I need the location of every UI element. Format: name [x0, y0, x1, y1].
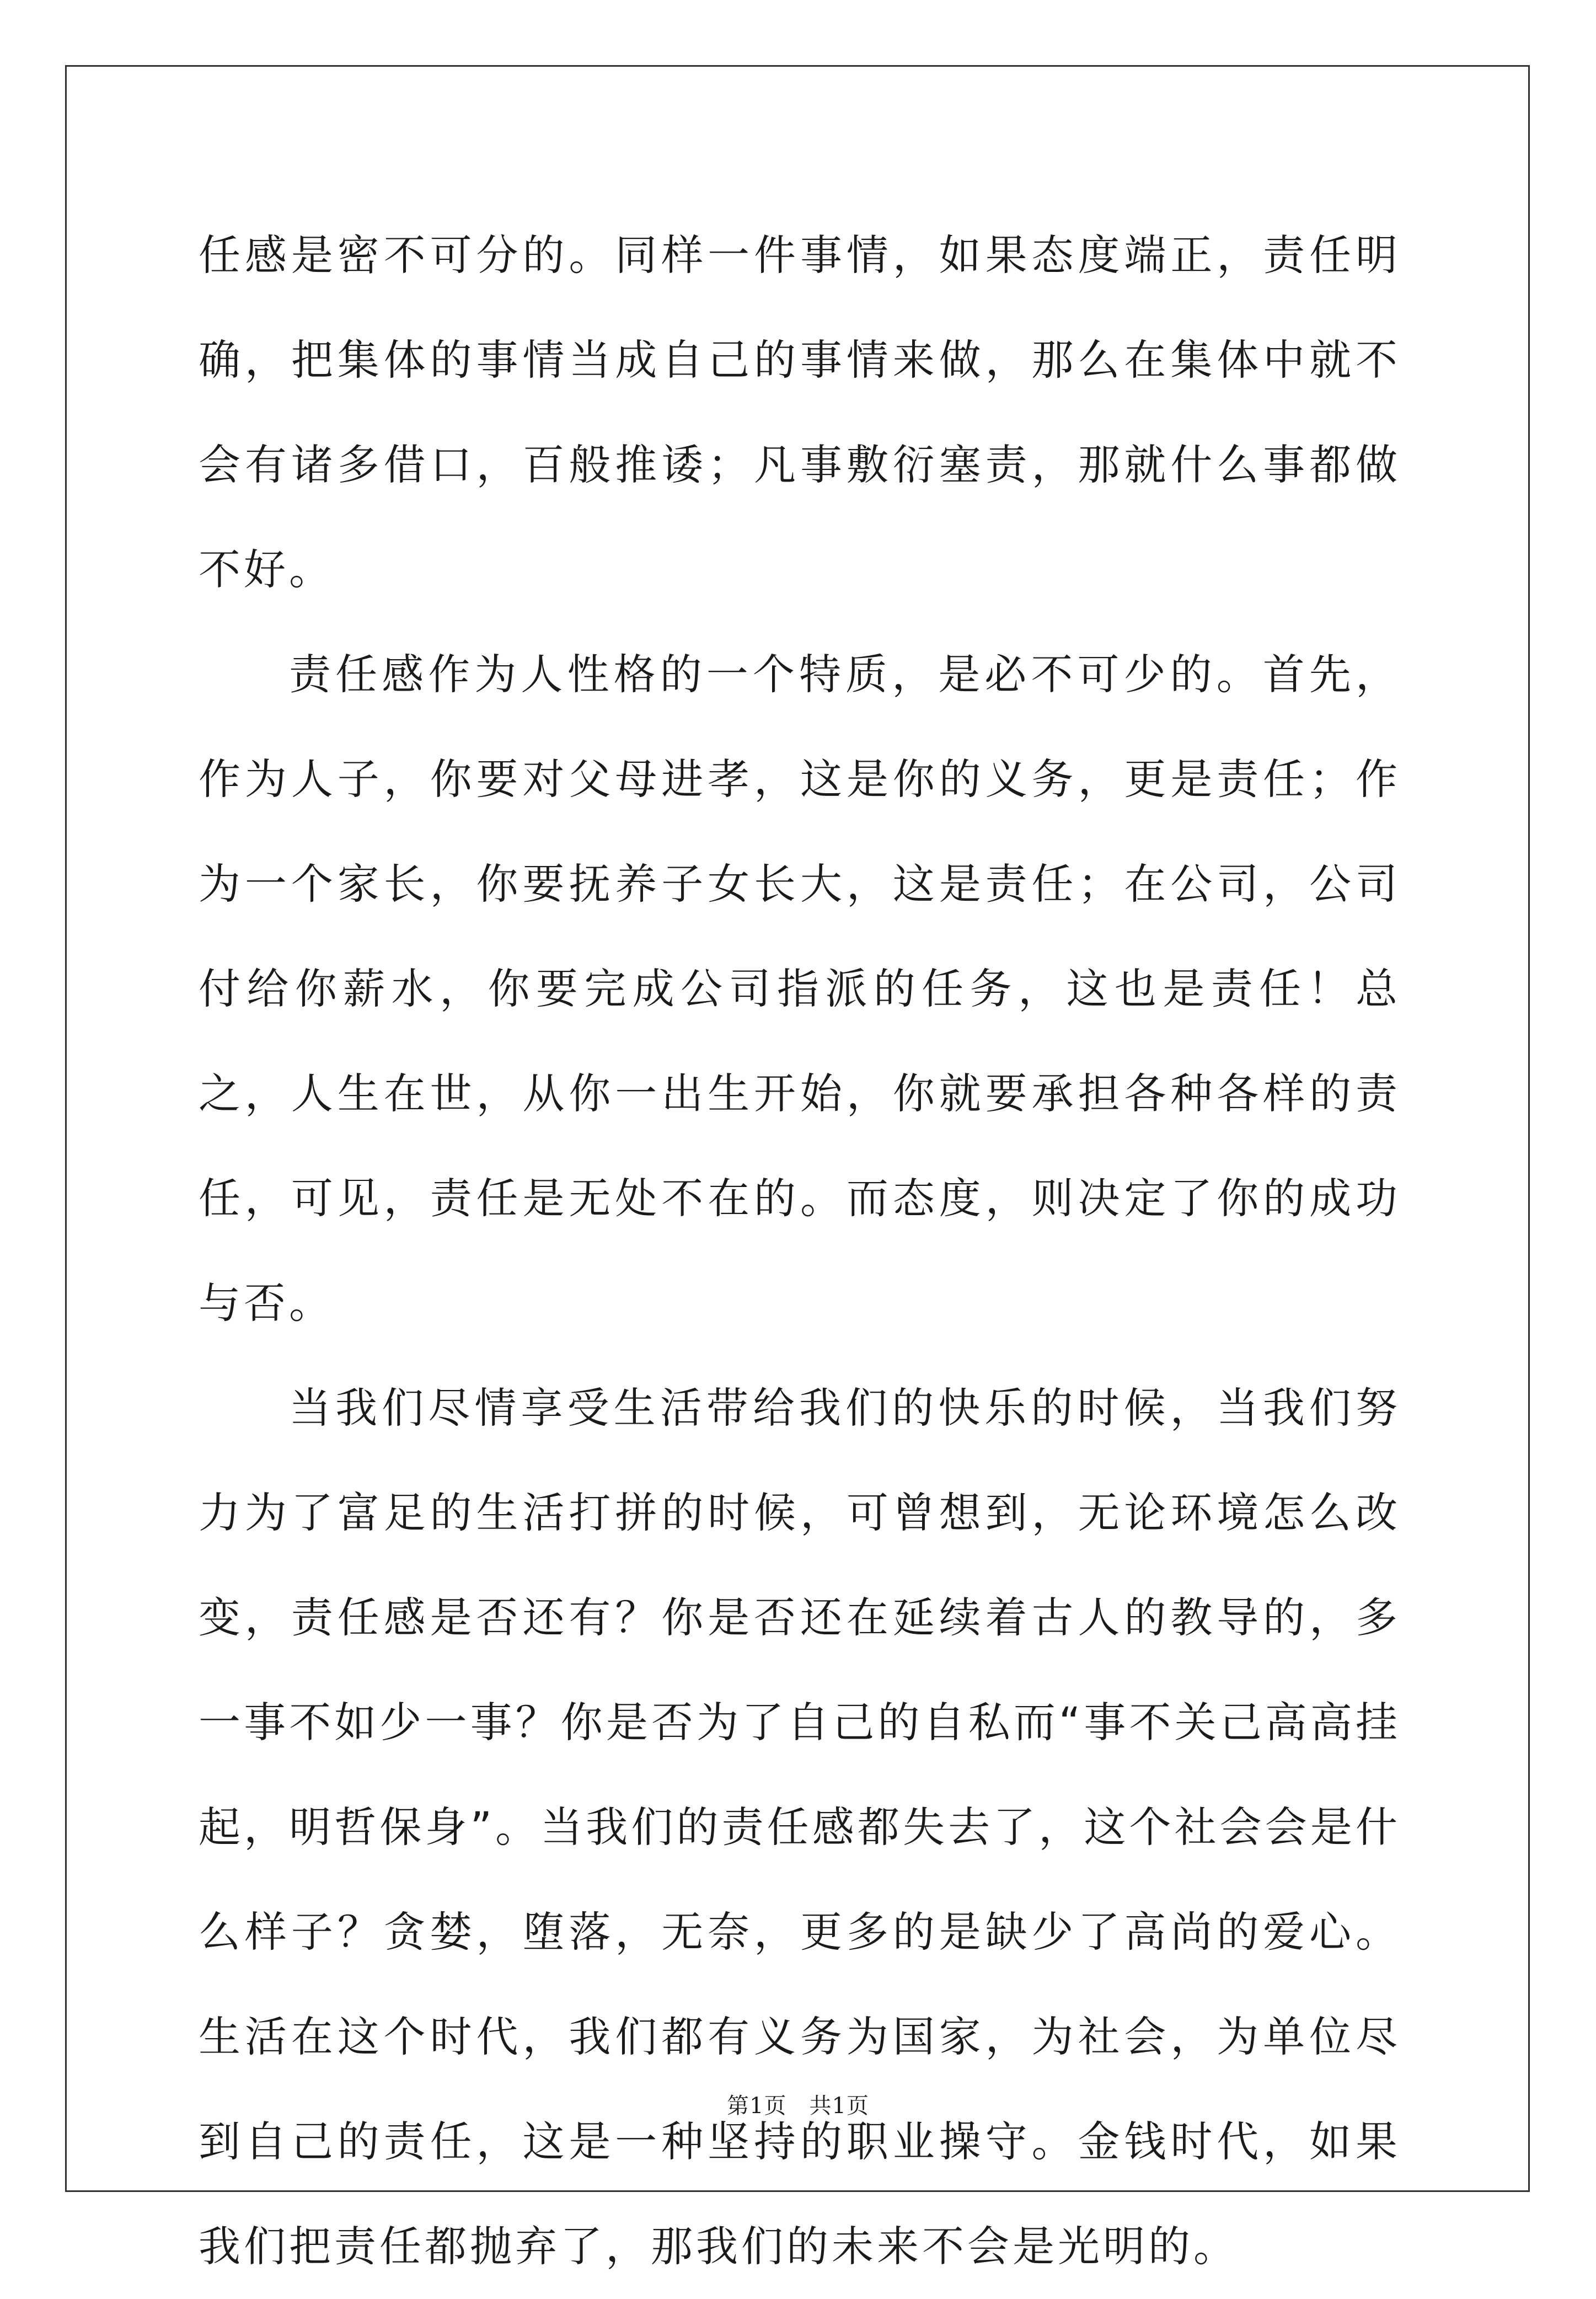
page-number-footer: 第1页 共1页 [727, 2093, 869, 2119]
document-body [199, 203, 1401, 2299]
paragraph-1: 任感是密不可分的。同样一件事情，如果态度端正，责任明确，把集体的事情当成自己的事情来做，那么在集体中就不会有诸多借口，百般推诿；凡事敷衍塞责，那就什么事都做不好。 [199, 231, 1401, 594]
paragraph-3: 当我们尽情享受生活带给我们的快乐的时候，当我们努力为了富足的生活打拼的时候，可曾想到，无论环境怎么改变，责任感是否还有？你是否还在延续着古人的教导的，多一事不如少一事？你是否为了自己的自私而“事不关己高高挂起，明哲保身”。当我们的责任感都失去了，这个社会会是什么样子？贪婪，堕落，无奈，更多的是缺少了高尚的爱心。生活在这个时代，我们都有义务为国家，为社会，为单位尽到自己的责任，这是一种坚持的职业操守。金钱时代，如果我们把责任都抛弃了，那我们的未来不会是光明的。 [199, 1383, 1401, 2271]
paragraph-2: 责任感作为人性格的一个特质，是必不可少的。首先，作为人子，你要对父母进孝，这是你的义务，更是责任；作为一个家长，你要抚养子女长大，这是责任；在公司，公司付给你薪水，你要完成公司指派的任务，这也是责任！总之，人生在世，从你一出生开始，你就要承担各种各样的责任，可见，责任是无处不在的。而态度，则决定了你的成功与否。 [199, 650, 1401, 1328]
